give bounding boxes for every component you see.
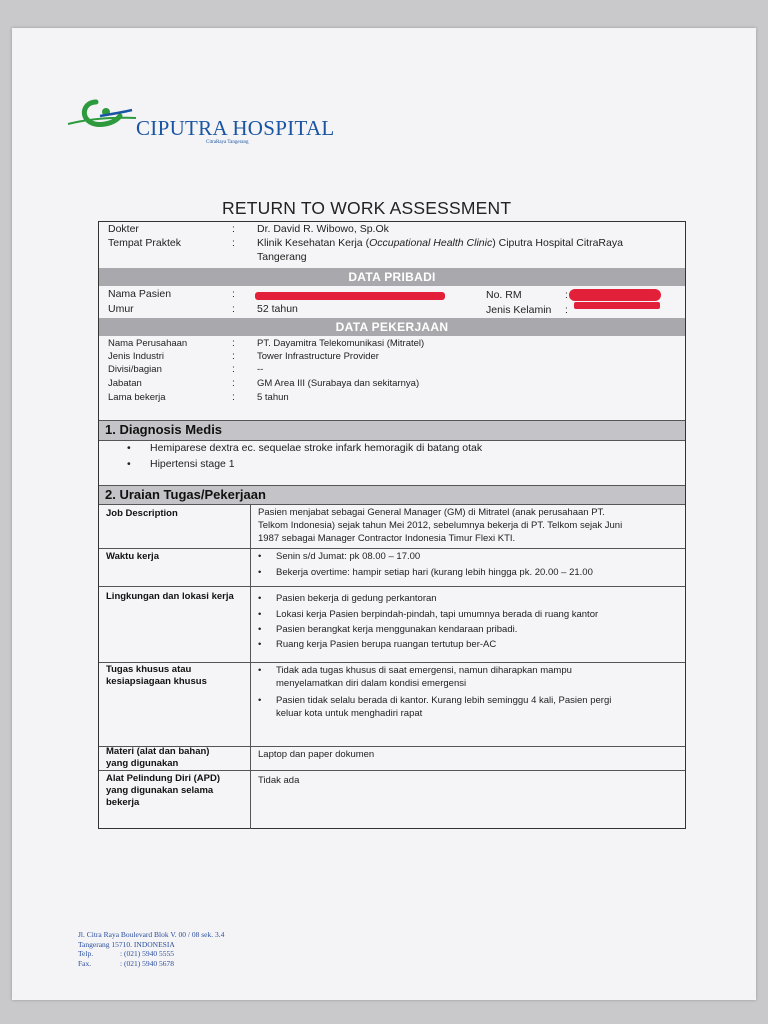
section-data-pribadi: DATA PRIBADI xyxy=(99,268,685,286)
job-row-value: PT. Dayamitra Telekomunikasi (Mitratel) xyxy=(257,338,425,349)
job-row-value: -- xyxy=(257,364,264,375)
apd-label: Alat Pelindung Diri (APD) yang digunakan selama bekerja xyxy=(106,773,220,808)
job-description-text: Pasien menjabat sebagai General Manager (GM) di Mitratel (anak perusahaan PT. Telkom Indonesia) sejak tahun Mei 2012, sebelumnya bekerja di PT. Telkom sejak Juni 1987 sebagai Manager Contractor Indonesia Timur Flexi KTI. xyxy=(258,507,623,544)
colon: : xyxy=(232,237,235,249)
job-description-label: Job Description xyxy=(106,508,178,519)
hospital-name: CIPUTRA HOSPITAL xyxy=(136,116,335,140)
waktu-kerja-label: Waktu kerja xyxy=(106,551,159,562)
hospital-subtitle: CitraRaya Tangerang xyxy=(206,140,249,145)
dokter-value: Dr. David R. Wibowo, Sp.Ok xyxy=(257,223,389,235)
divider xyxy=(250,505,251,829)
lingkungan-label: Lingkungan dan lokasi kerja xyxy=(106,591,234,602)
materi-label: Materi (alat dan bahan) yang digunakan xyxy=(106,746,210,769)
section-diagnosis: 1. Diagnosis Medis xyxy=(99,420,685,441)
umur-label: Umur xyxy=(108,303,134,315)
page-title: RETURN TO WORK ASSESSMENT xyxy=(222,198,512,218)
tugas-khusus-label: Tugas khusus atau kesiapsiagaan khusus xyxy=(106,664,207,687)
ciputra-logo-icon xyxy=(66,92,138,143)
nama-pasien-label: Nama Pasien xyxy=(108,288,172,300)
redacted-gender xyxy=(574,302,660,309)
praktek-value: Klinik Kesehatan Kerja (Occupational Health Clinic) Ciputra Hospital CitraRaya xyxy=(257,237,623,249)
section-data-pekerjaan: DATA PEKERJAAN xyxy=(99,318,685,336)
job-row-label: Jabatan xyxy=(108,378,142,389)
job-row-label: Jenis Industri xyxy=(108,351,164,362)
job-row-value: Tower Infrastructure Provider xyxy=(257,351,379,362)
redacted-name xyxy=(255,292,445,300)
materi-value: Laptop dan paper dokumen xyxy=(258,749,375,760)
section-uraian: 2. Uraian Tugas/Pekerjaan xyxy=(99,485,685,505)
jenis-kelamin-label: Jenis Kelamin xyxy=(486,304,552,316)
job-row-label: Nama Perusahaan xyxy=(108,338,188,349)
divider xyxy=(99,770,685,771)
dokter-label: Dokter xyxy=(108,223,139,235)
divider xyxy=(99,586,685,587)
praktek-label: Tempat Praktek xyxy=(108,237,181,249)
no-rm-label: No. RM xyxy=(486,289,522,301)
apd-value: Tidak ada xyxy=(258,775,300,786)
job-row-value: GM Area III (Surabaya dan sekitarnya) xyxy=(257,378,420,389)
umur-value: 52 tahun xyxy=(257,303,298,315)
divider xyxy=(99,548,685,549)
assessment-form: Dokter : Dr. David R. Wibowo, Sp.Ok Tempat Praktek : Klinik Kesehatan Kerja (Occupational Health Clinic) Ciputra Hospital CitraRaya Tangerang DATA PRIBADI Nama Pasien : No. RM : Umur : 52 tahun Jenis Kelamin : DATA PEKERJAAN Nama Perusahaan : PT. Dayamitra Telekomunikasi (Mitratel) Jenis Industri : Tower Infrastructure Provider Divisi/bagian : -- Jabatan : GM Area III (Surabaya dan sekitarnya) Lama bekerja : 5 tahun 1. Diagnosis Medis • Hemiparese dextra ec. sequelae stroke infark hemoragik di batang otak • Hipertensi stage 1 2. Uraian Tugas/Pekerjaan Job Description Pasien menjabat sebagai General Manager (GM) di Mitratel (anak perusahaan PT. Telkom Indonesia) sejak tahun Mei 2012, sebelumnya bekerja di PT. Telkom sejak Juni 1987 sebagai Manager Contractor Indonesia Timur Flexi KTI. Waktu kerja • Senin s/d Jumat: pk 08.00 – 17.00 • Bekerja overtime: hampir setiap hari (kurang lebih hingga pk. 20.00 – 21.00 Lingkungan dan lokasi kerja • Pasien bekerja di gedung perkantoran • Lokasi kerja Pasien berpindah-pindah, tapi umumnya berada di ruang kantor • Pasien berangkat kerja menggunakan kendaraan pribadi. • Ruang kerja Pasien berupa ruangan tertutup ber-AC Tugas khusus atau kesiapsiagaan khusus • Tidak ada tugas khusus di saat emergensi, namun diharapkan mampu menyelamatkan diri dalam kondisi emergensi • Pasien tidak selalu berada di kantor. Kurang lebih seminggu 4 kali, Pasien pergi keluar kota untuk menghadiri rapat Materi (alat dan bahan) yang digunakan Laptop dan paper dokumen Alat Pelindung Diri (APD) yang digunakan selama bekerja Tidak ada xyxy=(98,221,686,829)
job-row-label: Lama bekerja xyxy=(108,392,166,403)
job-row-value: 5 tahun xyxy=(257,392,289,403)
footer-address: Jl. Citra Raya Boulevard Blok V. 00 / 08 sek. 3.4 Tangerang 15710. INDONESIA Telp. : (021) 5940 5555 Fax. : (021) 5940 5678 xyxy=(78,930,225,968)
job-row-label: Divisi/bagian xyxy=(108,364,162,375)
diagnosis-item: Hemiparese dextra ec. sequelae stroke infark hemoragik di batang otak xyxy=(150,442,483,454)
diagnosis-item: Hipertensi stage 1 xyxy=(150,458,235,470)
praktek-value-line2: Tangerang xyxy=(257,251,307,263)
divider xyxy=(99,662,685,663)
redacted-rm xyxy=(569,289,661,301)
colon: : xyxy=(232,223,235,235)
